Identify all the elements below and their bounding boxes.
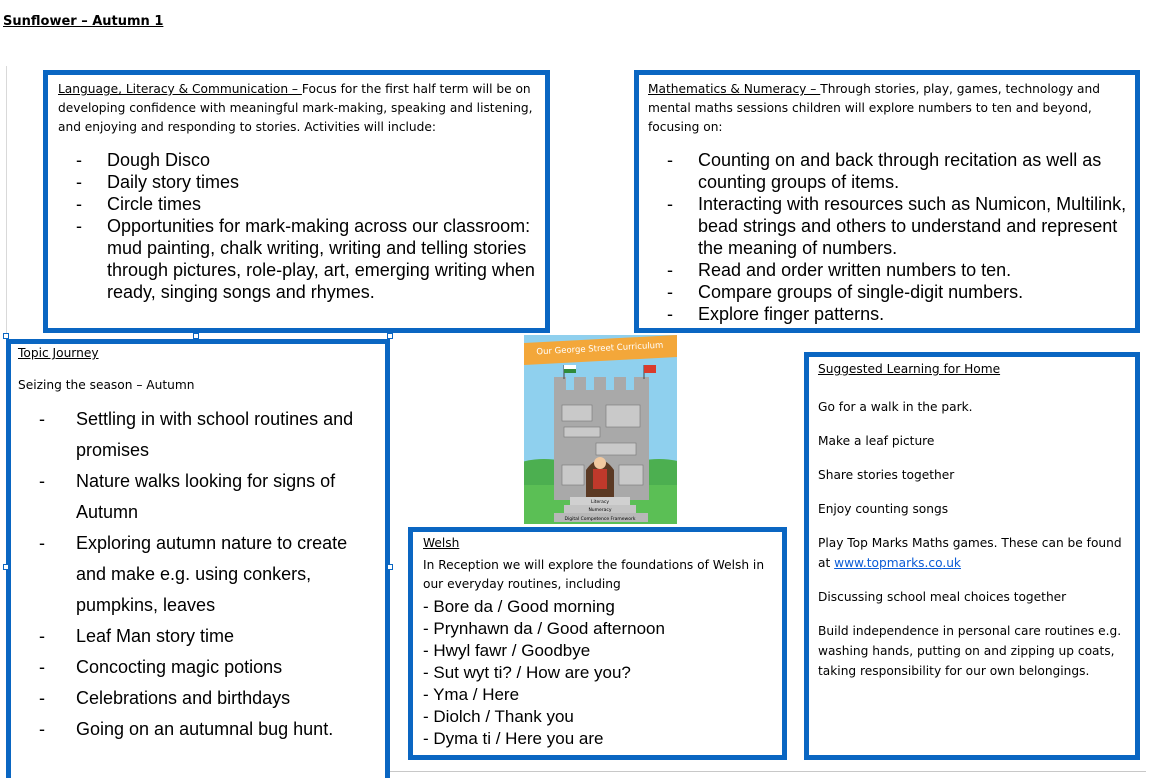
welsh-phrase-list [423,596,665,750]
list-item: - Bore da / Good morning [423,597,615,616]
list-item: - Counting on and back through recitation as well as counting groups of items. [639,149,1135,193]
list-item: - Interacting with resources such as Numicon, Multilink, bead strings and others to understand and represent the meaning of numbers. [639,193,1135,259]
list-item: - Celebrations and birthdays [11,683,376,714]
list-item: - Exploring autumn nature to create and make e.g. using conkers, pumpkins, leaves [11,528,376,621]
list-item: - Read and order written numbers to ten. [639,259,1135,281]
list-item: - Going on an autumnal bug hunt. [11,714,376,745]
image-label-digital: Digital Competence Framework [564,517,636,522]
topic-list [11,404,376,745]
language-intro [48,75,545,137]
language-literacy-box [43,70,550,333]
list-item: Enjoy counting songs [818,502,949,516]
welsh-heading: Welsh [423,536,460,550]
topic-journey-box[interactable] [6,339,390,778]
list-item: - Diolch / Thank you [423,707,574,726]
image-label-numeracy: Numeracy [588,508,612,513]
page-title: Sunflower – Autumn 1 [3,14,164,29]
list-item [818,533,1123,573]
topic-heading: Topic Journey [18,346,99,360]
list-item: - Settling in with school routines and promises [11,404,376,466]
list-item: - Compare groups of single-digit numbers. [639,281,1135,303]
image-label-literacy: Literacy [590,500,610,505]
topmarks-text: Play Top Marks Maths games. These can be found at [818,536,1122,570]
welsh-box [408,527,787,760]
list-item: Share stories together [818,468,955,482]
language-heading: Language, Literacy & Communication – [58,82,302,96]
list-item: - Opportunities for mark-making across our classroom: mud painting, chalk writing, writing and telling stories through pictures, role-play, art, emerging writing when ready, singing songs and rhymes. [48,215,545,303]
list-item: - Circle times [48,193,545,215]
list-item: - Explore finger patterns. [639,303,1135,325]
list-item: - Dyma ti / Here you are [423,729,604,748]
resize-handle-left[interactable] [3,564,9,570]
list-item: Build independence in personal care routines e.g. washing hands, putting on and zipping up coats, taking responsibility for our own belongings. [818,624,1122,678]
curriculum-castle-image [524,335,677,524]
resize-handle-top[interactable] [193,333,199,339]
list-item: - Concocting magic potions [11,652,376,683]
list-item: - Yma / Here [423,685,520,704]
language-intro-text: Focus for the first half term will be on developing confidence with meaningful mark-making, speaking and listening, and enjoying and responding to stories. Activities will include: [58,82,533,134]
list-item: - Nature walks looking for signs of Autumn [11,466,376,528]
topmarks-link[interactable]: www.topmarks.co.uk [834,556,961,570]
list-item: - Prynhawn da / Good afternoon [423,619,665,638]
list-item: Make a leaf picture [818,434,935,448]
maths-focus-list [639,149,1135,325]
list-item: - Leaf Man story time [11,621,376,652]
list-item: - Sut wyt ti? / How are you? [423,663,631,682]
list-item: - Hwyl fawr / Goodbye [423,641,591,660]
maths-heading: Mathematics & Numeracy – [648,82,821,96]
list-item: - Daily story times [48,171,545,193]
resize-handle-right[interactable] [387,564,393,570]
home-learning-box [804,352,1140,760]
mathematics-numeracy-box [634,70,1140,333]
image-banner-text: Our George Street Curriculum [536,340,664,358]
language-activity-list [48,149,545,303]
list-item: Go for a walk in the park. [818,400,973,414]
resize-handle-top-left[interactable] [3,333,9,339]
resize-handle-top-right[interactable] [387,333,393,339]
home-heading: Suggested Learning for Home [818,362,1001,376]
maths-intro-text: Through stories, play, games, technology and mental maths sessions children will explore numbers to ten and beyond, focusing on: [648,82,1100,134]
home-learning-list [818,397,1123,695]
list-item: Discussing school meal choices together [818,590,1067,604]
list-item: - Dough Disco [48,149,545,171]
topic-subtitle: Seizing the season – Autumn [18,378,195,392]
welsh-intro: In Reception we will explore the foundations of Welsh in our everyday routines, including [423,558,765,591]
maths-intro [639,75,1135,137]
